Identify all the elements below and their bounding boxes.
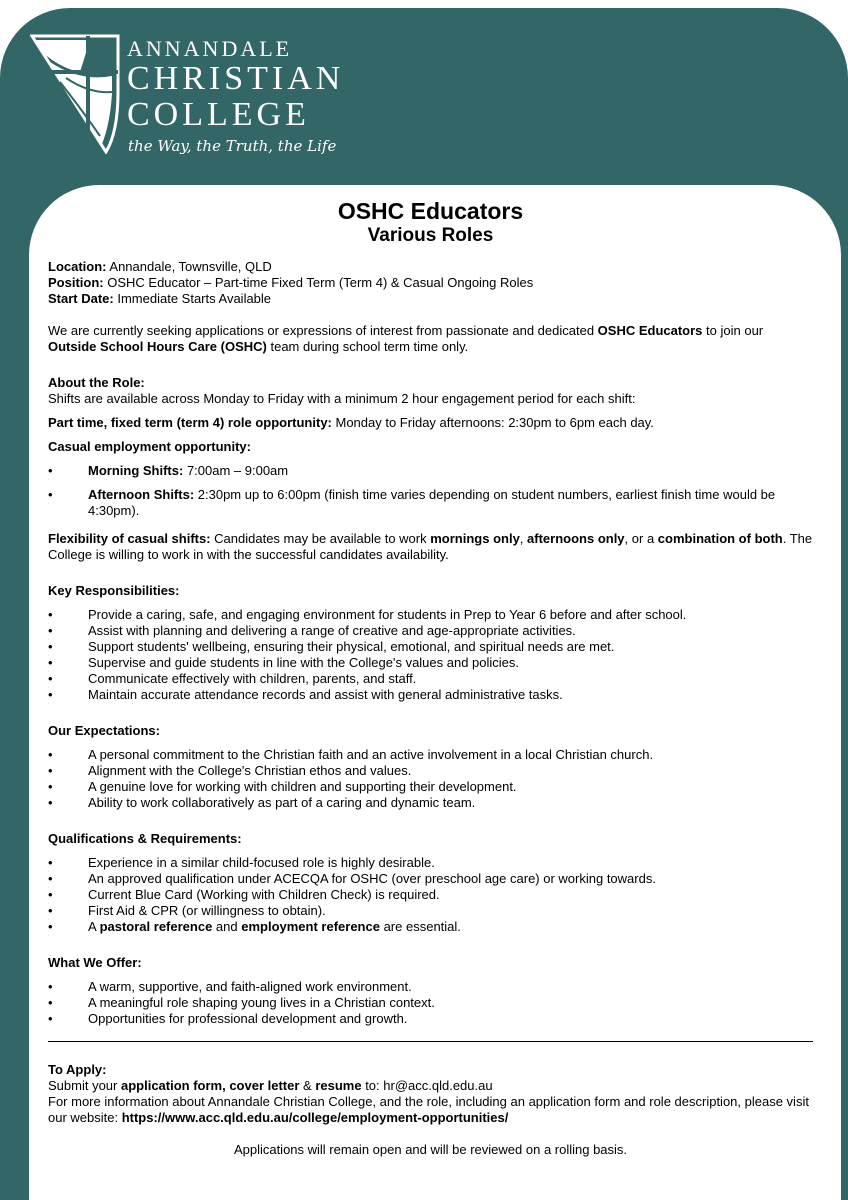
intro-text-1: We are currently seeking applications or expressions of interest from passionate and dedicated [48,323,598,338]
list-item: • A genuine love for working with children and supporting their development. [48,779,813,795]
apply-instructions [48,1078,813,1094]
ref-text-2: and [212,919,242,934]
start-date-value: Immediate Starts Available [113,291,272,306]
list-item: • An approved qualification under ACECQA for OSHC (over preschool age care) or working towards. [48,871,813,887]
flex-text-2: , [519,531,528,546]
location-line [48,259,813,275]
part-time-line [48,415,813,431]
apply-text-2: & [299,1078,316,1093]
list-item: • Supervise and guide students in line with the College's values and policies. [48,655,813,671]
more-info [48,1094,813,1126]
morning-label: Morning Shifts: [88,463,184,478]
school-name [127,32,344,132]
intro-bold-1: OSHC Educators [597,323,703,338]
start-date-line [48,291,813,307]
expectations-heading: Our Expectations: [48,723,160,738]
apply-heading: To Apply: [48,1062,107,1077]
list-item: • Communicate effectively with children, parents, and staff. [48,671,813,687]
flex-text-4: . The College is willing to work in with the successful candidates availability. [48,531,813,562]
list-item: • Provide a caring, safe, and engaging environment for students in Prep to Year 6 before and after school. [48,607,813,623]
page-title: OSHC Educators [337,198,524,224]
intro-bold-2: Outside School Hours Care (OSHC) [48,339,267,354]
afternoon-label: Afternoon Shifts: [88,487,195,502]
position-line [48,275,813,291]
email-link[interactable]: hr@acc.qld.edu.au [383,1078,493,1093]
afternoon-value: 2:30pm up to 6:00pm (finish time varies depending on student numbers, earliest finish time would be 4:30pm). [88,487,776,518]
part-time-value: Monday to Friday afternoons: 2:30pm to 6pm each day. [331,415,654,430]
list-item: • Assist with planning and delivering a range of creative and age-appropriate activities. [48,623,813,639]
position-value: OSHC Educator – Part-time Fixed Term (Term 4) & Casual Ongoing Roles [103,275,534,290]
shifts-text: Shifts are available across Monday to Friday with a minimum 2 hour engagement period for each shift: [48,391,636,406]
list-item: • A meaningful role shaping young lives in a Christian context. [48,995,813,1011]
school-tagline: the Way, the Truth, the Life [128,137,337,155]
rolling-basis-note: Applications will remain open and will be reviewed on a rolling basis. [233,1142,628,1157]
casual-shift-list [48,463,813,519]
expectations-list [48,747,813,811]
intro-text-3: team during school term time only. [266,339,469,354]
offer-list [48,979,813,1027]
list-item: • A personal commitment to the Christian faith and an active involvement in a local Christian church. [48,747,813,763]
responsibilities-heading: Key Responsibilities: [48,583,180,598]
intro-text-2: to join our [702,323,764,338]
list-item: • Maintain accurate attendance records and assist with general administrative tasks. [48,687,813,703]
apply-text-3: to: [361,1078,384,1093]
shield-cross-icon [30,32,120,154]
list-item: • Support students' wellbeing, ensuring their physical, emotional, and spiritual needs are met. [48,639,813,655]
list-item: • Opportunities for professional development and growth. [48,1011,813,1027]
divider [48,1041,813,1042]
ref-bold-1: pastoral reference [99,919,213,934]
school-name-line2: CHRISTIAN [127,60,345,97]
college-logo [30,32,360,162]
job-ad-content [48,197,813,1158]
qualifications-list [48,855,813,935]
apply-bold-2: resume [315,1078,362,1093]
part-time-label: Part time, fixed term (term 4) role opportunity: [48,415,332,430]
apply-text-1: Submit your [48,1078,121,1093]
location-label: Location: [48,259,107,274]
school-name-line3: COLLEGE [127,96,310,133]
start-date-label: Start Date: [48,291,114,306]
flex-bold-3: combination of both [657,531,783,546]
offer-heading: What We Offer: [48,955,142,970]
flex-text-1: Candidates may be available to work [210,531,431,546]
list-item [48,487,813,519]
location-value: Annandale, Townsville, QLD [106,259,272,274]
flex-label: Flexibility of casual shifts: [48,531,211,546]
flex-text-3: , or a [624,531,658,546]
intro-paragraph [48,323,813,355]
list-item: • Ability to work collaboratively as part of a caring and dynamic team. [48,795,813,811]
about-heading: About the Role: [48,375,145,390]
list-item: • Alignment with the College's Christian ethos and values. [48,763,813,779]
apply-bold-1: application form, cover letter [120,1078,300,1093]
list-item: • Current Blue Card (Working with Children Check) is required. [48,887,813,903]
website-link[interactable]: https://www.acc.qld.edu.au/college/employment-opportunities/ [121,1110,509,1125]
responsibilities-list [48,607,813,703]
ref-text-1: A [88,919,100,934]
list-item [48,919,813,935]
morning-value: 7:00am – 9:00am [183,463,289,478]
flex-bold-2: afternoons only [527,531,625,546]
list-item: • First Aid & CPR (or willingness to obtain). [48,903,813,919]
job-details [48,259,813,307]
flexibility-paragraph [48,531,813,563]
school-name-line1: ANNANDALE [127,36,293,61]
list-item [48,463,813,479]
ref-text-3: are essential. [379,919,461,934]
list-item: • Experience in a similar child-focused role is highly desirable. [48,855,813,871]
position-label: Position: [48,275,104,290]
ref-bold-2: employment reference [241,919,380,934]
page-subtitle: Various Roles [367,225,494,246]
more-info-text: For more information about Annandale Christian College, and the role, including an application form and role description, please visit our website: [48,1094,809,1125]
qualifications-heading: Qualifications & Requirements: [48,831,242,846]
casual-heading: Casual employment opportunity: [48,439,251,454]
list-item: • A warm, supportive, and faith-aligned work environment. [48,979,813,995]
flex-bold-1: mornings only [430,531,520,546]
